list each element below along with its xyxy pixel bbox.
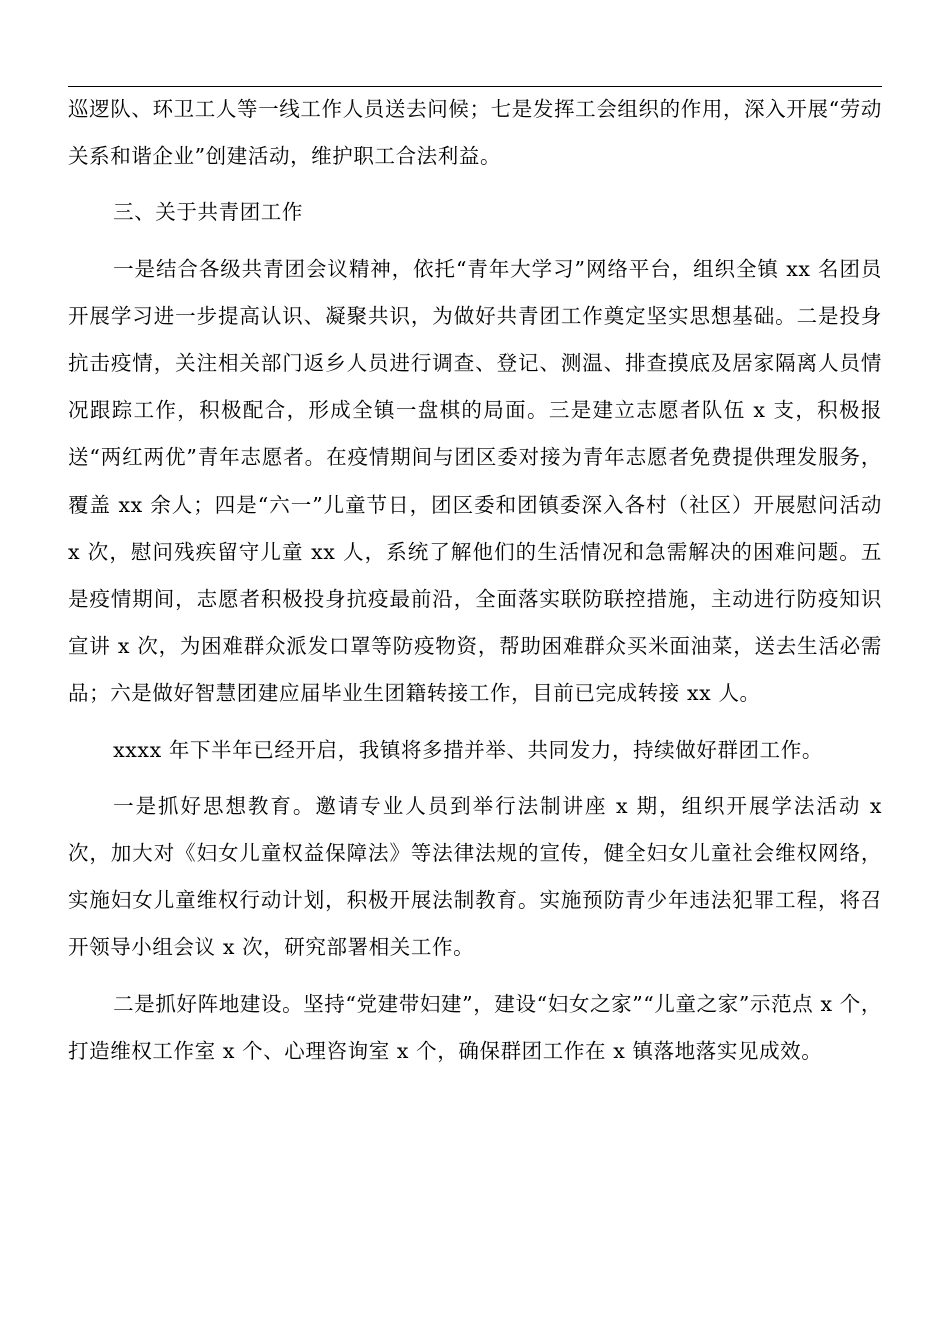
paragraph-second-half-plan: xxxx 年下半年已经开启，我镇将多措并举、共同发力，持续做好群团工作。 <box>113 737 823 762</box>
paragraph-ideological-education: 一是抓好思想教育。邀请专业人员到举行法制讲座 x 期，组织开展学法活动 x 次，加大对《妇女儿童权益保障法》等法律法规的宣传，健全妇女儿童社会维权网络，实施妇女儿童维权行动计划，积极开展法制教育。实施预防青少年违法犯罪工程，将召开领导小组会议 x 次，研究部署相关工作。 <box>68 793 882 960</box>
section-heading: 三、关于共青团工作 <box>113 200 303 225</box>
paragraph-continuation: 巡逻队、环卫工人等一线工作人员送去问候；七是发挥工会组织的作用，深入开展“劳动关系和谐企业”创建活动，维护职工合法利益。 <box>68 97 882 169</box>
paragraph-position-building: 二是抓好阵地建设。坚持“党建带妇建”，建设“妇女之家”“儿童之家”示范点 x 个，打造维权工作室 x 个、心理咨询室 x 个，确保群团工作在 x 镇落地落实见成效。 <box>68 991 882 1063</box>
document-body <box>68 86 882 1075</box>
paragraph-youth-league-work: 一是结合各级共青团会议精神，依托“青年大学习”网络平台，组织全镇 xx 名团员开展学习进一步提高认识、凝聚共识，为做好共青团工作奠定坚实思想基础。二是投身抗击疫情，关注相关部门返乡人员进行调查、登记、测温、排查摸底及居家隔离人员情况跟踪工作，积极配合，形成全镇一盘棋的局面。三是建立志愿者队伍 x 支，积极报送“两红两优”青年志愿者。在疫情期间与团区委对接为青年志愿者免费提供理发服务，覆盖 xx 余人；四是“六一”儿童节日，团区委和团镇委深入各村（社区）开展慰问活动 x 次，慰问残疾留守儿童 xx 人，系统了解他们的生活情况和急需解决的困难问题。五是疫情期间，志愿者积极投身抗疫最前沿，全面落实联防联控措施，主动进行防疫知识宣讲 x 次，为困难群众派发口罩等防疫物资，帮助困难群众买米面油菜，送去生活必需品；六是做好智慧团建应届毕业生团籍转接工作，目前已完成转接 xx 人。 <box>68 256 882 706</box>
